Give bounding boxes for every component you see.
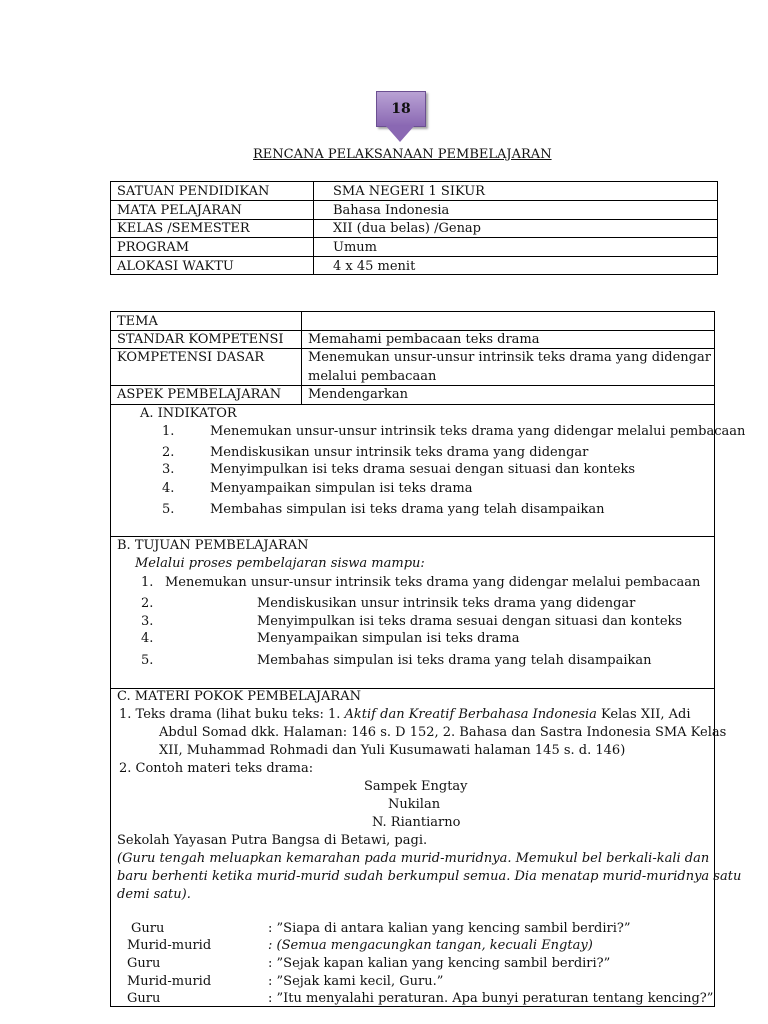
page-number-badge: 18 xyxy=(376,91,426,127)
identity-value: XII (dua belas) /Genap xyxy=(333,221,482,236)
dialogue-speaker: Murid-murid xyxy=(127,938,212,953)
list-number: 4. xyxy=(162,481,175,496)
sk-value: Memahami pembacaan teks drama xyxy=(308,332,540,347)
identity-label: PROGRAM xyxy=(117,240,190,255)
dialogue-speaker: Guru xyxy=(127,956,161,971)
list-item: Menyampaikan simpulan isi teks drama xyxy=(257,631,520,646)
list-number: 5. xyxy=(141,653,154,668)
page-title: RENCANA PELAKSANAAN PEMBELAJARAN xyxy=(253,147,552,162)
dialogue-line: : ”Sejak kapan kalian yang kencing sambil berdiri?” xyxy=(268,956,611,971)
materi-item-1-line3: XII, Muhammad Rohmadi dan Yuli Kusumawati halaman 145 s. d. 146) xyxy=(159,743,626,758)
identity-label: MATA PELAJARAN xyxy=(117,203,242,218)
list-number: 2. xyxy=(162,445,175,460)
kd-label: KOMPETENSI DASAR xyxy=(117,350,265,365)
tema-label: TEMA xyxy=(117,314,158,329)
stage-direction: baru berhenti ketika murid-murid sudah berkumpul semua. Dia menatap murid-muridnya satu xyxy=(117,869,742,884)
list-item: Menyampaikan simpulan isi teks drama xyxy=(210,481,473,496)
list-item: Menemukan unsur-unsur intrinsik teks drama yang didengar melalui pembacaan xyxy=(210,424,746,439)
list-number: 3. xyxy=(141,614,154,629)
identity-label: KELAS /SEMESTER xyxy=(117,221,250,236)
materi-heading: C. MATERI POKOK PEMBELAJARAN xyxy=(117,689,361,704)
list-item: Menyimpulkan isi teks drama sesuai dengan situasi dan konteks xyxy=(210,462,636,477)
tujuan-intro: Melalui proses pembelajaran siswa mampu: xyxy=(135,556,425,571)
list-number: 3. xyxy=(162,462,175,477)
list-item: Membahas simpulan isi teks drama yang telah disampaikan xyxy=(257,653,652,668)
dialogue-speaker: Guru xyxy=(131,921,165,936)
identity-value: Bahasa Indonesia xyxy=(333,203,450,218)
aspek-value: Mendengarkan xyxy=(308,387,409,402)
identity-value: SMA NEGERI 1 SIKUR xyxy=(333,184,485,199)
list-item: Mendiskusikan unsur intrinsik teks drama yang didengar xyxy=(210,445,589,460)
materi-item-1-line2: Abdul Somad dkk. Halaman: 146 s. D 152, 2. Bahasa dan Sastra Indonesia SMA Kelas xyxy=(159,725,727,740)
dialogue-line: : ”Itu menyalahi peraturan. Apa bunyi peraturan tentang kencing?” xyxy=(268,991,714,1006)
identity-value: 4 x 45 menit xyxy=(333,259,416,274)
book-title: Aktif dan Kreatif Berbahasa Indonesia xyxy=(344,707,597,722)
drama-title: Sampek Engtay xyxy=(364,779,468,794)
stage-direction: demi satu). xyxy=(117,887,191,902)
dialogue-line: : ”Sejak kami kecil, Guru.” xyxy=(268,974,444,989)
list-item: Menemukan unsur-unsur intrinsik teks drama yang didengar melalui pembacaan xyxy=(165,575,701,590)
list-number: 4. xyxy=(141,631,154,646)
materi-item-1-text: Kelas XII, Adi xyxy=(596,707,691,722)
list-item: Mendiskusikan unsur intrinsik teks drama yang didengar xyxy=(257,596,636,611)
aspek-label: ASPEK PEMBELAJARAN xyxy=(117,387,282,402)
identity-label: SATUAN PENDIDIKAN xyxy=(117,184,270,199)
badge-arrow-icon xyxy=(385,125,415,142)
dialogue-line: : ”Siapa di antara kalian yang kencing sambil berdiri?” xyxy=(268,921,631,936)
materi-item-1-text: 1. Teks drama (lihat buku teks: 1. xyxy=(119,707,345,722)
list-number: 5. xyxy=(162,502,175,517)
dialogue-speaker: Guru xyxy=(127,991,161,1006)
drama-subtitle: Nukilan xyxy=(388,797,441,812)
dialogue-line: : (Semua mengacungkan tangan, kecuali Engtay) xyxy=(268,938,593,953)
identity-value: Umum xyxy=(333,240,377,255)
materi-item-1 xyxy=(119,707,690,722)
list-number: 2. xyxy=(141,596,154,611)
sk-label: STANDAR KOMPETENSI xyxy=(117,332,284,347)
stage-direction: (Guru tengah meluapkan kemarahan pada murid-muridnya. Memukul bel berkali-kali dan xyxy=(117,851,710,866)
kd-value: Menemukan unsur-unsur intrinsik teks drama yang didengar xyxy=(308,350,711,365)
kd-value-cont: melalui pembacaan xyxy=(308,369,437,384)
materi-item-2: 2. Contoh materi teks drama: xyxy=(119,761,314,776)
indikator-heading: A. INDIKATOR xyxy=(140,406,237,421)
tujuan-heading: B. TUJUAN PEMBELAJARAN xyxy=(117,538,309,553)
list-number: 1. xyxy=(162,424,175,439)
drama-author: N. Riantiarno xyxy=(372,815,461,830)
drama-setting: Sekolah Yayasan Putra Bangsa di Betawi, pagi. xyxy=(117,833,428,848)
identity-label: ALOKASI WAKTU xyxy=(117,259,234,274)
dialogue-speaker: Murid-murid xyxy=(127,974,212,989)
list-number: 1. xyxy=(141,575,154,590)
list-item: Menyimpulkan isi teks drama sesuai dengan situasi dan konteks xyxy=(257,614,683,629)
list-item: Membahas simpulan isi teks drama yang telah disampaikan xyxy=(210,502,605,517)
